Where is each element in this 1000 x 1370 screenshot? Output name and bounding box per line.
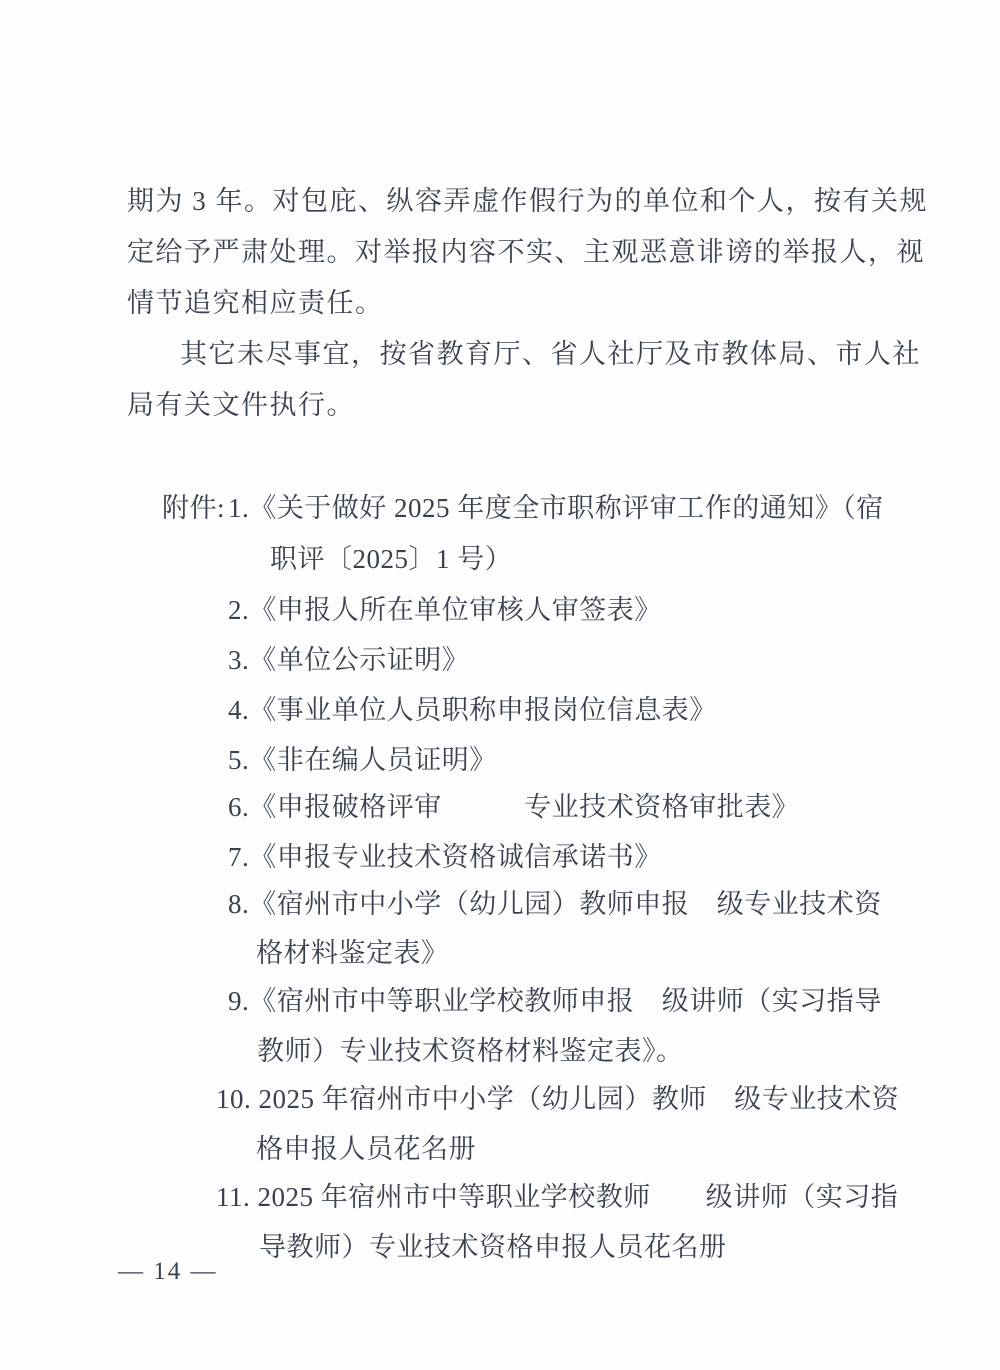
- attachment-item-9-line1: 9.《宿州市中等职业学校教师申报 级讲师（实习指导: [228, 986, 882, 1016]
- body-paragraph1-line1: 期为 3 年。对包庇、纵容弄虚作假行为的单位和个人，按有关规: [127, 186, 928, 216]
- page-number: — 14 —: [118, 1258, 218, 1285]
- body-paragraph1-line3: 情节追究相应责任。: [127, 288, 384, 318]
- attachment-item-10-line2: 格申报人员花名册: [256, 1134, 476, 1164]
- attachment-item-9-line2: 教师）专业技术资格材料鉴定表》。: [257, 1036, 684, 1066]
- body-paragraph1-line2: 定给予严肃处理。对举报内容不实、主观恶意诽谤的举报人，视: [127, 237, 925, 267]
- attachment-item-7: 7.《申报专业技术资格诚信承诺书》: [228, 842, 662, 872]
- attachment-item-11-line1: 11. 2025 年宿州市中等职业学校教师 级讲师（实习指: [216, 1182, 899, 1212]
- attachment-item-2: 2.《申报人所在单位审核人审签表》: [228, 595, 662, 625]
- attachment-item-1-line1: 1.《关于做好 2025 年度全市职称评审工作的通知》（宿: [228, 493, 884, 523]
- attachment-item-10-line1: 10. 2025 年宿州市中小学（幼儿园）教师 级专业技术资: [216, 1084, 900, 1114]
- body-paragraph2-line1: 其它未尽事宜，按省教育厅、省人社厅及市教体局、市人社: [180, 339, 921, 369]
- attachment-item-1-line2: 职评〔2025〕1 号）: [270, 544, 513, 574]
- attachment-item-5: 5.《非在编人员证明》: [228, 745, 497, 775]
- attachment-item-8-line2: 格材料鉴定表》: [256, 938, 449, 968]
- attachments-label: 附件:: [162, 493, 226, 523]
- attachment-item-11-line2: 导教师）专业技术资格申报人员花名册: [259, 1232, 727, 1262]
- body-paragraph2-line2: 局有关文件执行。: [127, 390, 355, 420]
- attachment-item-4: 4.《事业单位人员职称申报岗位信息表》: [228, 695, 717, 725]
- attachment-item-6: 6.《申报破格评审 专业技术资格审批表》: [228, 792, 800, 822]
- attachment-item-3: 3.《单位公示证明》: [228, 645, 470, 675]
- attachment-item-8-line1: 8.《宿州市中小学（幼儿园）教师申报 级专业技术资: [228, 889, 882, 919]
